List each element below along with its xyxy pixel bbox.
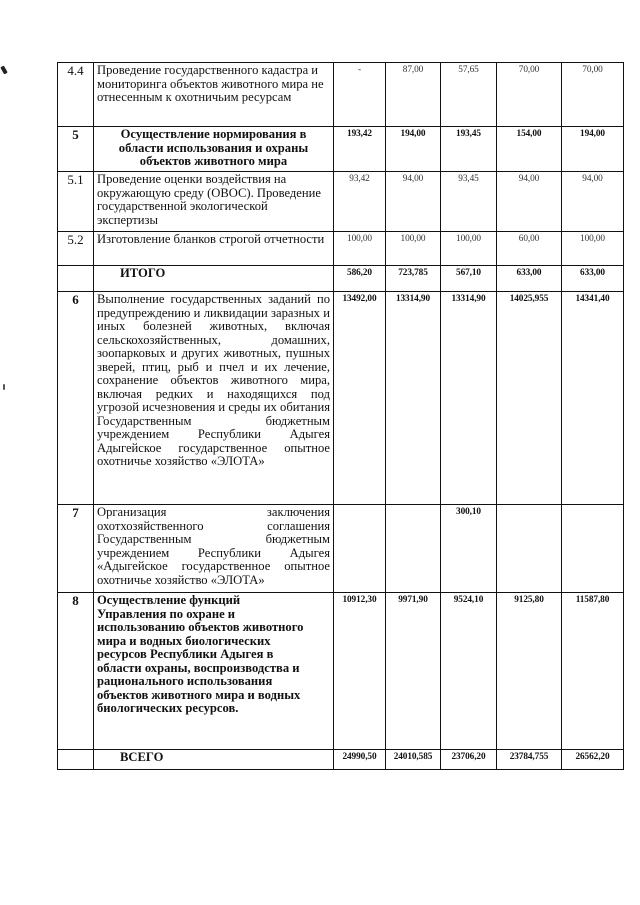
table-row (58, 172, 624, 232)
value-cell: 194,00 (386, 127, 441, 172)
value-cell: 100,00 (334, 232, 386, 266)
value-cell: 24990,50 (334, 750, 386, 770)
value-cell: 586,20 (334, 266, 386, 292)
value-cell: 9125,80 (497, 593, 562, 750)
table-row (58, 127, 624, 172)
budget-table (57, 62, 624, 770)
value-cell: 70,00 (562, 63, 624, 127)
row-number: 5.1 (58, 172, 94, 232)
row-number: 8 (58, 593, 94, 750)
value-cell (497, 505, 562, 593)
row-description: Проведение оценки воздействия на окружающую среду (ОВОС). Проведение государственной экологической экспертизы (94, 172, 334, 232)
row-number (58, 266, 94, 292)
table-row (58, 63, 624, 127)
scan-speck (3, 384, 5, 390)
value-cell: 94,00 (386, 172, 441, 232)
value-cell: 300,10 (441, 505, 497, 593)
value-cell: 193,42 (334, 127, 386, 172)
row-number (58, 750, 94, 770)
value-cell: 14025,955 (497, 292, 562, 505)
value-cell: 10912,30 (334, 593, 386, 750)
value-cell: 13314,90 (386, 292, 441, 505)
total-label: ВСЕГО (94, 750, 334, 770)
table-row-subtotal (58, 266, 624, 292)
row-description: Организация заключения охотхозяйственного соглашения Государственным бюджетным учреждением Республики Адыгея «Адыгейское государственное опытное охотничье хозяйство «ЭЛОТА» (94, 505, 334, 593)
value-cell: 193,45 (441, 127, 497, 172)
value-cell: 24010,585 (386, 750, 441, 770)
value-cell: 14341,40 (562, 292, 624, 505)
value-cell: 94,00 (562, 172, 624, 232)
value-cell: 93,42 (334, 172, 386, 232)
value-cell (562, 505, 624, 593)
row-description: Выполнение государственных заданий по предупреждению и ликвидации заразных и иных болезней животных, включая сельскохозяйственных, домашних, зоопарковых и других животных, пушных зверей, птиц, рыб и пчел и их лечение, сохранение объектов животного мира, включая редких и находящихся под угрозой исчезновения и среды их обитания Государственным бюджетным учреждением Республики Адыгея Адыгейское государственное опытное охотничье хозяйство «ЭЛОТА» (94, 292, 334, 505)
table-row (58, 593, 624, 750)
table-row (58, 232, 624, 266)
row-description: Изготовление бланков строгой отчетности (94, 232, 334, 266)
value-cell: 26562,20 (562, 750, 624, 770)
row-number: 4.4 (58, 63, 94, 127)
value-cell: 93,45 (441, 172, 497, 232)
value-cell: 70,00 (497, 63, 562, 127)
value-cell: 23706,20 (441, 750, 497, 770)
value-cell: 87,00 (386, 63, 441, 127)
value-cell: 94,00 (497, 172, 562, 232)
value-cell: 100,00 (386, 232, 441, 266)
value-cell: 567,10 (441, 266, 497, 292)
value-cell: 633,00 (562, 266, 624, 292)
scan-speck (0, 66, 7, 75)
value-cell: 57,65 (441, 63, 497, 127)
value-cell: 23784,755 (497, 750, 562, 770)
value-cell: 194,00 (562, 127, 624, 172)
subtotal-label: ИТОГО (94, 266, 334, 292)
value-cell: 633,00 (497, 266, 562, 292)
row-description: Проведение государственного кадастра и мониторинга объектов животного мира не отнесенным к охотничьим ресурсам (94, 63, 334, 127)
value-cell: 154,00 (497, 127, 562, 172)
table-row-total (58, 750, 624, 770)
value-cell: 11587,80 (562, 593, 624, 750)
value-cell: 13492,00 (334, 292, 386, 505)
value-cell: 9524,10 (441, 593, 497, 750)
value-cell: 60,00 (497, 232, 562, 266)
row-number: 7 (58, 505, 94, 593)
row-description: Осуществление функций Управления по охране и использованию объектов животного мира и водных биологических ресурсов Республики Адыгея в области охраны, воспроизводства и рационального использования объектов животного мира и водных биологических ресурсов. (94, 593, 334, 750)
value-cell: 100,00 (441, 232, 497, 266)
row-number: 5.2 (58, 232, 94, 266)
row-number: 5 (58, 127, 94, 172)
value-cell (386, 505, 441, 593)
table-row (58, 292, 624, 505)
value-cell (334, 505, 386, 593)
value-cell: 723,785 (386, 266, 441, 292)
value-cell: 9971,90 (386, 593, 441, 750)
value-cell: - (334, 63, 386, 127)
row-number: 6 (58, 292, 94, 505)
row-description: Осуществление нормирования в области использования и охраны объектов животного мира (94, 127, 334, 172)
value-cell: 100,00 (562, 232, 624, 266)
table-row (58, 505, 624, 593)
value-cell: 13314,90 (441, 292, 497, 505)
